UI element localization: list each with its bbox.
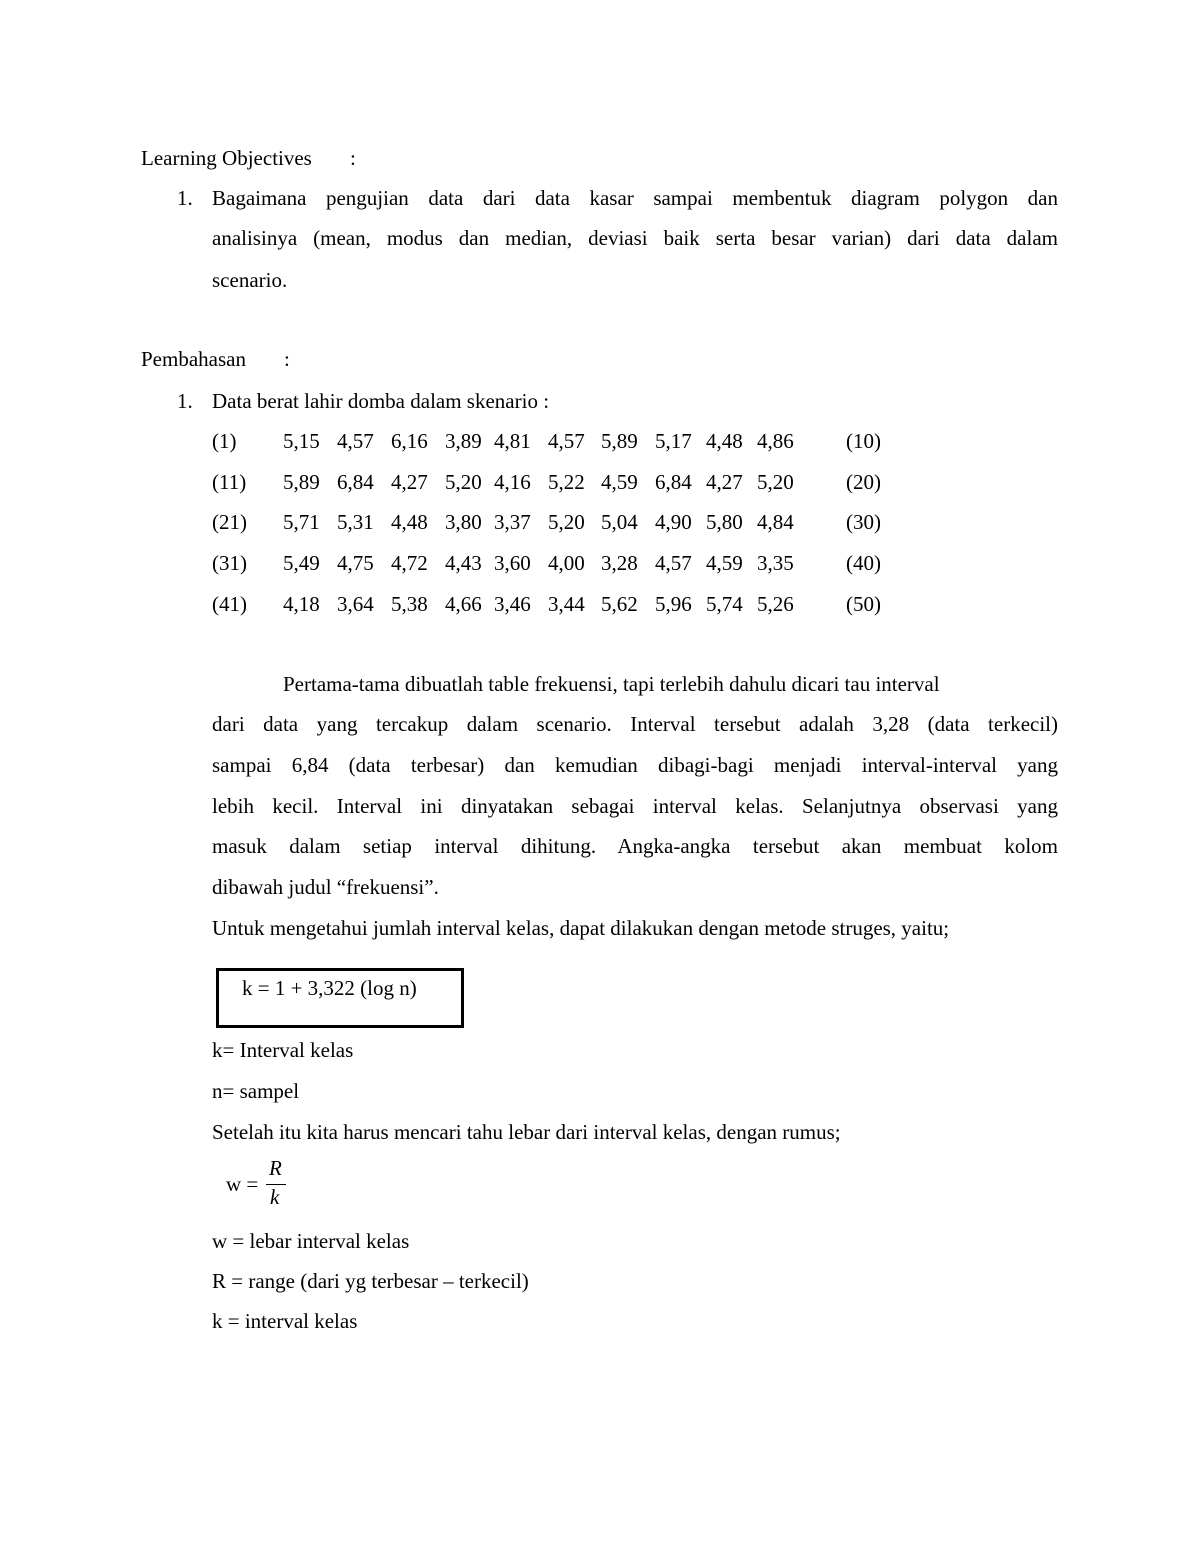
objective-number: 1. bbox=[177, 186, 193, 210]
width-formula-numerator: R bbox=[269, 1156, 282, 1180]
sturges-formula: k = 1 + 3,322 (log n) bbox=[242, 976, 417, 1000]
data-row-end-index: (10) bbox=[846, 429, 881, 453]
data-value: 5,49 bbox=[283, 551, 320, 575]
data-value: 5,26 bbox=[757, 592, 794, 616]
objective-line-3: scenario. bbox=[212, 268, 288, 292]
width-formula-lhs: w = bbox=[226, 1172, 259, 1196]
data-value: 4,16 bbox=[494, 470, 531, 494]
data-value: 5,04 bbox=[601, 510, 638, 534]
data-value: 4,43 bbox=[445, 551, 482, 575]
objective-line-1: Bagaimana pengujian data dari data kasar sampai membentuk diagram polygon dan bbox=[212, 186, 1058, 210]
data-value: 5,38 bbox=[391, 592, 428, 616]
data-row-start-index: (21) bbox=[212, 510, 247, 534]
k-definition: k= Interval kelas bbox=[212, 1038, 354, 1062]
width-formula bbox=[226, 1158, 306, 1214]
width-formula-denominator: k bbox=[270, 1185, 280, 1209]
data-value: 4,75 bbox=[337, 551, 374, 575]
data-row-start-index: (41) bbox=[212, 592, 247, 616]
data-value: 3,80 bbox=[445, 510, 482, 534]
paragraph-line-5: masuk dalam setiap interval dihitung. Angka-angka tersebut akan membuat kolom bbox=[212, 834, 1058, 858]
pembahasan-colon: : bbox=[284, 347, 290, 371]
width-intro: Setelah itu kita harus mencari tahu lebar dari interval kelas, dengan rumus; bbox=[212, 1120, 841, 1144]
objective-line-2: analisinya (mean, modus dan median, deviasi baik serta besar varian) dari data dalam bbox=[212, 226, 1058, 250]
data-value: 5,74 bbox=[706, 592, 743, 616]
data-row-end-index: (40) bbox=[846, 551, 881, 575]
learning-objectives-colon: : bbox=[350, 146, 356, 170]
data-value: 3,60 bbox=[494, 551, 531, 575]
data-value: 4,18 bbox=[283, 592, 320, 616]
r-definition: R = range (dari yg terbesar – terkecil) bbox=[212, 1269, 529, 1293]
data-value: 4,84 bbox=[757, 510, 794, 534]
data-value: 4,66 bbox=[445, 592, 482, 616]
pembahasan-item-text: Data berat lahir domba dalam skenario : bbox=[212, 389, 550, 413]
data-value: 4,27 bbox=[706, 470, 743, 494]
data-value: 4,00 bbox=[548, 551, 585, 575]
data-value: 5,80 bbox=[706, 510, 743, 534]
pembahasan-heading: Pembahasan bbox=[141, 347, 246, 371]
data-value: 6,84 bbox=[655, 470, 692, 494]
data-value: 4,90 bbox=[655, 510, 692, 534]
data-value: 5,62 bbox=[601, 592, 638, 616]
data-value: 4,57 bbox=[337, 429, 374, 453]
data-value: 3,64 bbox=[337, 592, 374, 616]
data-value: 5,31 bbox=[337, 510, 374, 534]
paragraph-line-3: sampai 6,84 (data terbesar) dan kemudian dibagi-bagi menjadi interval-interval yang bbox=[212, 753, 1058, 777]
data-value: 3,28 bbox=[601, 551, 638, 575]
data-value: 4,59 bbox=[706, 551, 743, 575]
learning-objectives-heading: Learning Objectives bbox=[141, 146, 312, 170]
k-definition-2: k = interval kelas bbox=[212, 1309, 358, 1333]
data-row-start-index: (1) bbox=[212, 429, 237, 453]
data-value: 3,44 bbox=[548, 592, 585, 616]
data-value: 5,89 bbox=[283, 470, 320, 494]
data-value: 3,35 bbox=[757, 551, 794, 575]
paragraph-line-6: dibawah judul “frekuensi”. bbox=[212, 875, 439, 899]
n-definition: n= sampel bbox=[212, 1079, 300, 1103]
data-row-start-index: (11) bbox=[212, 470, 247, 494]
data-row-end-index: (20) bbox=[846, 470, 881, 494]
data-row-end-index: (50) bbox=[846, 592, 881, 616]
data-value: 4,27 bbox=[391, 470, 428, 494]
data-value: 3,37 bbox=[494, 510, 531, 534]
paragraph-line-4: lebih kecil. Interval ini dinyatakan sebagai interval kelas. Selanjutnya observasi yang bbox=[212, 794, 1058, 818]
data-value: 6,84 bbox=[337, 470, 374, 494]
data-value: 3,46 bbox=[494, 592, 531, 616]
data-value: 5,71 bbox=[283, 510, 320, 534]
data-value: 6,16 bbox=[391, 429, 428, 453]
paragraph-line-2: dari data yang tercakup dalam scenario. Interval tersebut adalah 3,28 (data terkecil) bbox=[212, 712, 1058, 736]
data-value: 4,72 bbox=[391, 551, 428, 575]
data-value: 4,81 bbox=[494, 429, 531, 453]
data-value: 5,20 bbox=[548, 510, 585, 534]
data-value: 5,22 bbox=[548, 470, 585, 494]
data-value: 5,20 bbox=[757, 470, 794, 494]
data-value: 5,17 bbox=[655, 429, 692, 453]
sturges-intro: Untuk mengetahui jumlah interval kelas, dapat dilakukan dengan metode struges, yaitu; bbox=[212, 916, 950, 940]
data-value: 4,48 bbox=[391, 510, 428, 534]
data-value: 5,15 bbox=[283, 429, 320, 453]
data-row-start-index: (31) bbox=[212, 551, 247, 575]
data-value: 4,86 bbox=[757, 429, 794, 453]
data-value: 4,48 bbox=[706, 429, 743, 453]
data-value: 4,57 bbox=[655, 551, 692, 575]
data-value: 5,89 bbox=[601, 429, 638, 453]
data-value: 3,89 bbox=[445, 429, 482, 453]
w-definition: w = lebar interval kelas bbox=[212, 1229, 410, 1253]
data-value: 5,20 bbox=[445, 470, 482, 494]
paragraph-line-1: Pertama-tama dibuatlah table frekuensi, tapi terlebih dahulu dicari tau interval bbox=[283, 672, 940, 696]
data-value: 4,59 bbox=[601, 470, 638, 494]
data-value: 5,96 bbox=[655, 592, 692, 616]
data-value: 4,57 bbox=[548, 429, 585, 453]
data-row-end-index: (30) bbox=[846, 510, 881, 534]
pembahasan-item-number: 1. bbox=[177, 389, 193, 413]
